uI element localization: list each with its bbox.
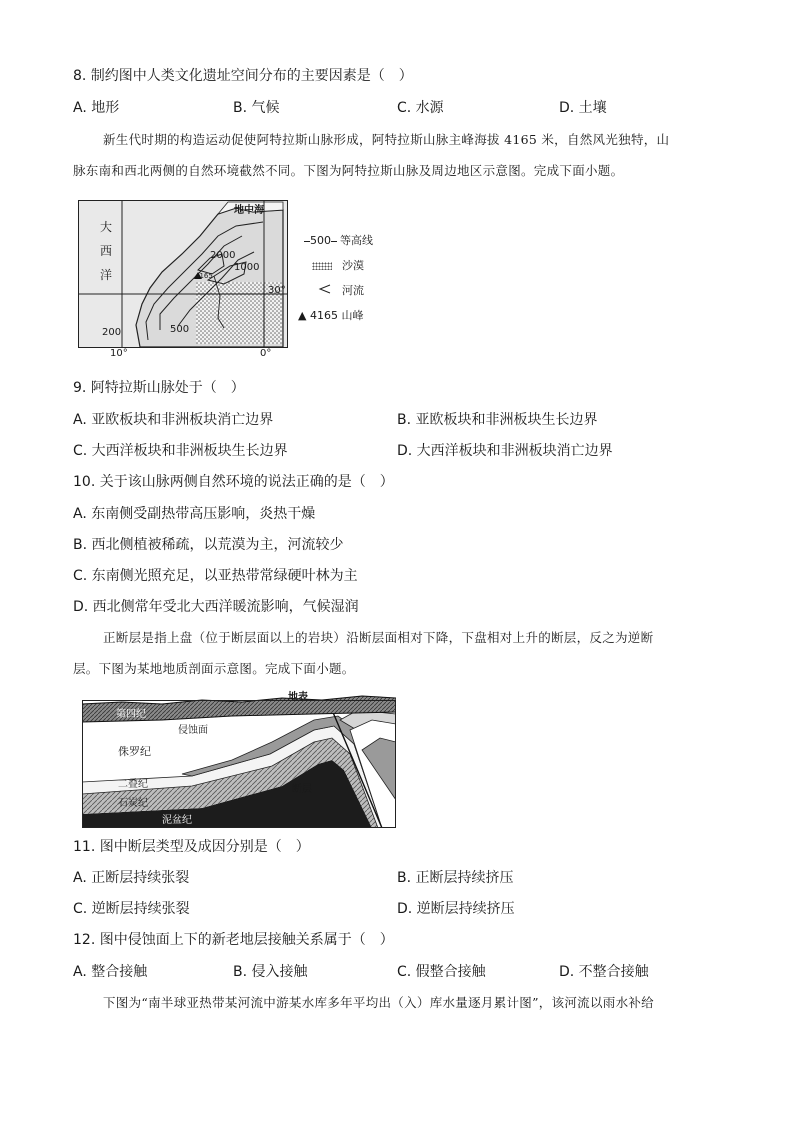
- geologic-section: [82, 690, 396, 828]
- legend-river: [312, 282, 364, 298]
- q11-option-d: D. 逆断层持续挤压: [397, 901, 515, 917]
- q11-option-c: C. 逆断层持续张裂: [73, 901, 190, 917]
- q8-option-d: D. 土壤: [559, 100, 607, 116]
- legend-peak-value: 4165: [309, 309, 338, 322]
- map-sea-label: 地中海: [234, 205, 264, 216]
- q12-option-d: D. 不整合接触: [559, 964, 649, 980]
- q10-stem: 10. 关于该山脉两侧自然环境的说法正确的是（ ）: [73, 474, 394, 490]
- map-contour-500: 500: [170, 324, 190, 335]
- q11-stem: 11. 图中断层类型及成因分别是（ ）: [73, 839, 310, 855]
- q10-option-b: B. 西北侧植被稀疏，以荒漠为主，河流较少: [73, 537, 344, 553]
- map-contour-200: 200: [102, 327, 122, 338]
- q11-option-b: B. 正断层持续挤压: [397, 870, 514, 886]
- q9-stem: 9. 阿特拉斯山脉处于（ ）: [73, 380, 245, 396]
- legend-river-label: 河流: [342, 284, 364, 297]
- passage2-line1: 正断层是指上盘（位于断层面以上的岩块）沿断层面相对下降，下盘相对上升的断层，反之为逆断: [103, 630, 654, 645]
- q12-option-a: A. 整合接触: [73, 964, 148, 980]
- atlas-map: [78, 200, 288, 359]
- map-ocean-label-2: 西: [100, 244, 113, 258]
- q8-option-a: A. 地形: [73, 100, 120, 116]
- legend-contour-label: 等高线: [340, 234, 373, 247]
- section-permian-label: 二叠纪: [118, 779, 148, 790]
- map-lat-30: 30°: [268, 285, 286, 296]
- legend-contour: [304, 232, 373, 248]
- q9-option-c: C. 大西洋板块和非洲板块生长边界: [73, 443, 288, 459]
- legend-desert-label: 沙漠: [342, 259, 364, 272]
- section-quaternary-label: 第四纪: [116, 709, 146, 720]
- section-fault-label: 断层: [292, 784, 312, 795]
- map-lon-0: 0°: [260, 348, 272, 359]
- section-surface-label: 地表: [288, 692, 308, 703]
- desert-swatch-icon: [312, 262, 332, 270]
- map-legend: [298, 230, 388, 325]
- section-erosion-label: 侵蚀面: [178, 725, 208, 736]
- passage3-line1: 下图为“南半球亚热带某河流中游某水库多年平均出（入）库水量逐月累计图”，该河流以雨水补给: [103, 995, 654, 1010]
- section-jurassic-label: 侏罗纪: [118, 745, 151, 758]
- q8-stem: 8. 制约图中人类文化遗址空间分布的主要因素是（ ）: [73, 68, 413, 84]
- section-devonian-label: 泥盆纪: [162, 815, 192, 826]
- river-symbol-icon: [312, 284, 336, 297]
- map-lon-10: 10°: [110, 348, 128, 359]
- passage2-line2: 层。下图为某地地质剖面示意图。完成下面小题。: [73, 661, 355, 676]
- q12-stem: 12. 图中侵蚀面上下的新老地层接触关系属于（ ）: [73, 932, 394, 948]
- section-carboniferous-label: 石炭纪: [118, 798, 148, 809]
- q12-option-c: C. 假整合接触: [397, 964, 486, 980]
- peak-triangle-icon: ▲: [298, 309, 307, 322]
- legend-contour-value: 500: [310, 234, 331, 247]
- map-peak-label: 4165: [195, 272, 213, 280]
- q11-option-a: A. 正断层持续张裂: [73, 870, 190, 886]
- q9-option-b: B. 亚欧板块和非洲板块生长边界: [397, 412, 598, 428]
- map-ocean-label-3: 洋: [100, 268, 113, 282]
- q10-option-d: D. 西北侧常年受北大西洋暖流影响，气候湿润: [73, 599, 359, 615]
- q12-option-b: B. 侵入接触: [233, 964, 308, 980]
- q9-option-d: D. 大西洋板块和非洲板块消亡边界: [397, 443, 613, 459]
- q10-option-c: C. 东南侧光照充足，以亚热带常绿硬叶林为主: [73, 568, 358, 584]
- passage1-line1: 新生代时期的构造运动促使阿特拉斯山脉形成，阿特拉斯山脉主峰海拔 4165 米，自然风光独特，山: [103, 132, 670, 147]
- map-contour-2000: 2000: [210, 250, 236, 261]
- q8-option-c: C. 水源: [397, 100, 444, 116]
- legend-peak: [298, 307, 363, 323]
- contour-line-icon: [331, 241, 337, 242]
- legend-desert: [312, 257, 364, 273]
- q9-option-a: A. 亚欧板块和非洲板块消亡边界: [73, 412, 274, 428]
- map-contour-1000: 1000: [234, 262, 260, 273]
- passage1-line2: 脉东南和西北两侧的自然环境截然不同。下图为阿特拉斯山脉及周边地区示意图。完成下面小题。: [73, 163, 624, 178]
- legend-peak-label: 山峰: [341, 309, 364, 322]
- q8-option-b: B. 气候: [233, 100, 280, 116]
- q10-option-a: A. 东南侧受副热带高压影响，炎热干燥: [73, 506, 316, 522]
- map-ocean-label-1: 大: [100, 220, 113, 234]
